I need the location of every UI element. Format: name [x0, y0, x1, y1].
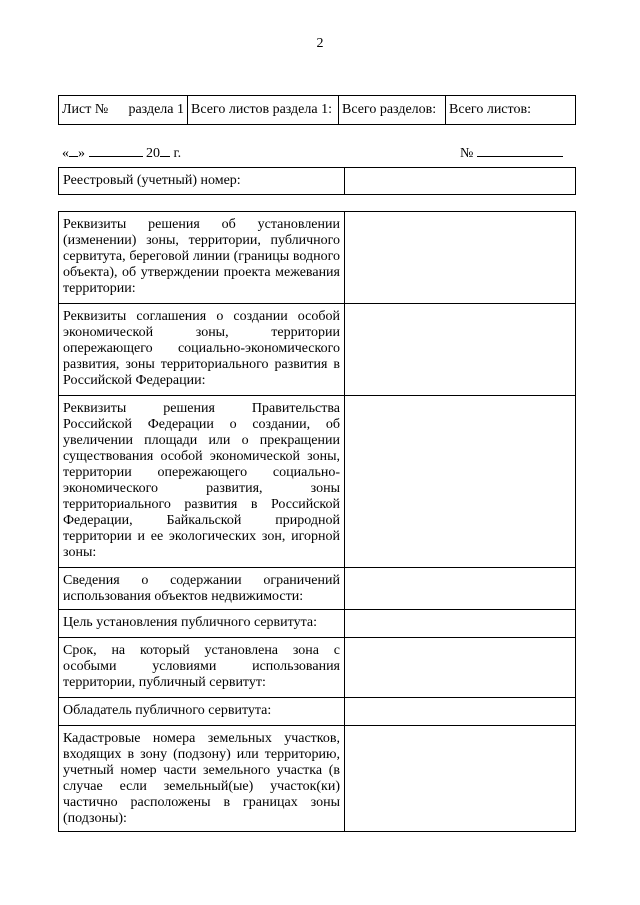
- servitude-holder-value: [345, 698, 576, 726]
- quote-close: »: [78, 146, 85, 161]
- total-sheets-cell: [446, 96, 576, 125]
- quote-open: «: [62, 146, 69, 161]
- government-decision-value: [345, 396, 576, 568]
- table-row: [59, 304, 576, 396]
- year-blank: [160, 144, 170, 157]
- table-row: [59, 638, 576, 698]
- zone-term-value: [345, 638, 576, 698]
- section-label: раздела 1: [128, 102, 184, 117]
- decision-requisites-label: Реквизиты решения об установлении (изменении) зоны, территории, публичного сервитута, береговой линии (границы водного объекта), об утверждении проекта межевания территории:: [59, 212, 345, 304]
- sheet-number-cell: [59, 96, 188, 125]
- registry-label-cell: [59, 168, 345, 195]
- servitude-purpose-value: [345, 610, 576, 638]
- day-blank: [69, 144, 78, 157]
- total-sheets-section-cell: [188, 96, 339, 125]
- cadastral-numbers-label: Кадастровые номера земельных участков, входящих в зону (подзону) или территорию, учетный номер части земельного участка (в случае если земельный(ые) участок(ки) частично расположены в границах зоны (подзоны):: [59, 726, 345, 832]
- table-row: [59, 396, 576, 568]
- month-blank: [89, 144, 143, 157]
- page-number: 2: [316, 36, 324, 51]
- registry-label: Реестровый (учетный) номер:: [63, 173, 241, 188]
- agreement-requisites-value: [345, 304, 576, 396]
- registry-table: [58, 167, 576, 195]
- table-row: [59, 726, 576, 832]
- restrictions-info-value: [345, 568, 576, 610]
- decision-requisites-value: [345, 212, 576, 304]
- table-row: [59, 568, 576, 610]
- sheet-number-label: Лист №: [62, 102, 109, 117]
- table-row: [59, 610, 576, 638]
- servitude-holder-label: Обладатель публичного сервитута:: [59, 698, 345, 726]
- total-sections-label: Всего разделов:: [342, 102, 437, 117]
- year-suffix: г.: [173, 146, 182, 161]
- registry-value-cell: [345, 168, 576, 195]
- sheet-header-table: [58, 95, 576, 125]
- number-line: [460, 144, 563, 162]
- cadastral-numbers-value: [345, 726, 576, 832]
- government-decision-label: Реквизиты решения Правительства Российской Федерации о создании, об увеличении площади или о прекращении существования особой экономической зоны, территории опережающего социально-экономического развития, зоны территориального развития в Российской Федерации, Байкальской природной территории и ее экологических зон, игорной зоны:: [59, 396, 345, 568]
- total-sections-cell: [339, 96, 446, 125]
- table-row: [59, 698, 576, 726]
- zone-term-label: Срок, на который установлена зона с особыми условиями использования территории, публичный сервитут:: [59, 638, 345, 698]
- year-prefix: 20: [146, 146, 160, 161]
- total-sheets-label: Всего листов:: [449, 102, 531, 117]
- table-row: [59, 212, 576, 304]
- date-line: [62, 144, 181, 162]
- servitude-purpose-label: Цель установления публичного сервитута:: [59, 610, 345, 638]
- total-sheets-section-label: Всего листов раздела 1:: [191, 102, 332, 117]
- number-label: №: [460, 146, 474, 161]
- zone-details-table: [58, 211, 576, 832]
- agreement-requisites-label: Реквизиты соглашения о создании особой экономической зоны, территории опережающего социально-экономического развития, зоны территориального развития в Российской Федерации:: [59, 304, 345, 396]
- restrictions-info-label: Сведения о содержании ограничений использования объектов недвижимости:: [59, 568, 345, 610]
- number-blank: [477, 144, 563, 157]
